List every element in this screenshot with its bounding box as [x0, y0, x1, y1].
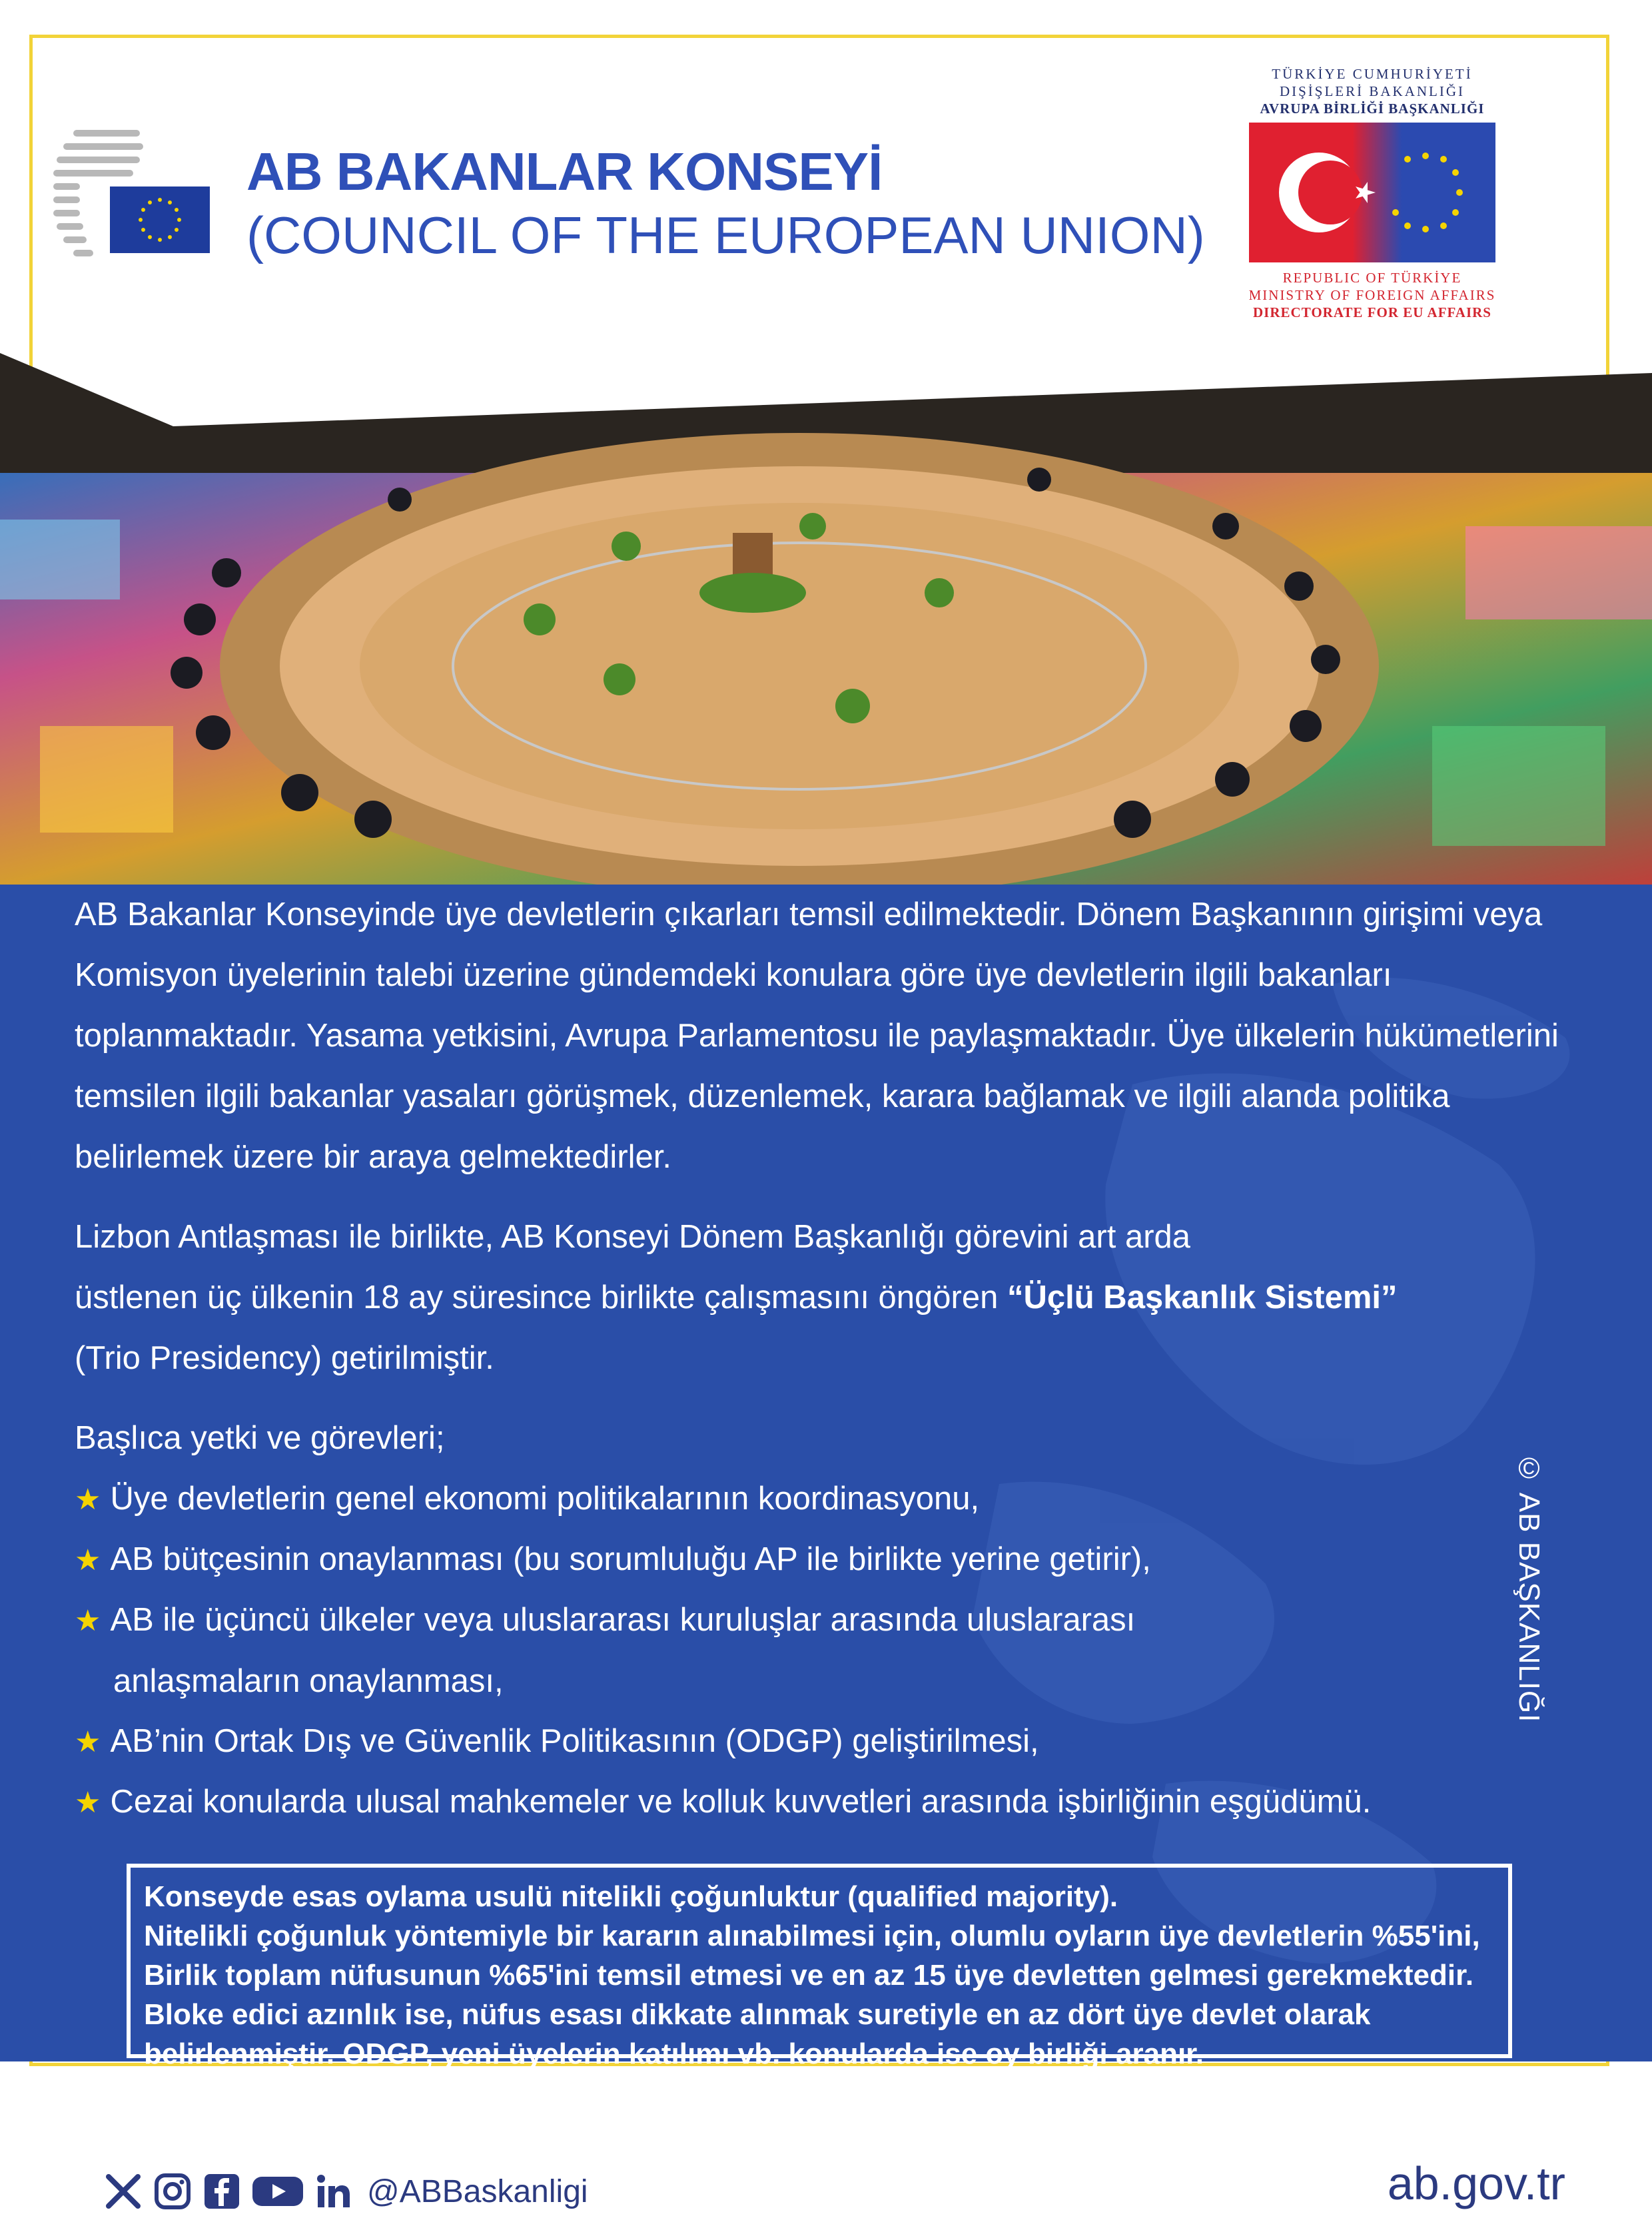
list-item: [75, 1469, 1540, 1530]
council-meeting-photo: [0, 353, 1652, 886]
linkedin-icon[interactable]: [314, 2171, 354, 2211]
star-icon: ★: [75, 1483, 101, 1516]
star-icon: ★: [75, 1605, 101, 1637]
trio-paragraph: [75, 1207, 1593, 1389]
instagram-icon[interactable]: [153, 2171, 193, 2211]
org-en-line: DIRECTORATE FOR EU AFFAIRS: [1253, 304, 1491, 320]
org-en-line: MINISTRY OF FOREIGN AFFAIRS: [1248, 287, 1496, 303]
star-icon: ★: [75, 1786, 101, 1819]
list-item-text: AB ile üçüncü ülkeler veya uluslararası kuruluşlar arasında uluslararası: [110, 1602, 1136, 1638]
turkey-eu-flag-icon: [1249, 123, 1495, 262]
website-link[interactable]: ab.gov.tr: [1387, 2157, 1565, 2209]
page-subtitle: (COUNCIL OF THE EUROPEAN UNION): [246, 206, 1205, 264]
list-item-text: Cezai konularda ulusal mahkemeler ve kolluk kuvvetleri arasında işbirliğinin eşgüdümü.: [110, 1784, 1372, 1820]
facebook-icon[interactable]: [202, 2171, 242, 2211]
list-item-text: anlaşmaların onaylanması,: [113, 1663, 504, 1699]
youtube-icon[interactable]: [251, 2171, 304, 2211]
org-tr-line: AVRUPA BİRLİĞİ BAŞKANLIĞI: [1260, 101, 1485, 117]
council-logo: [53, 127, 213, 273]
social-handle[interactable]: @ABBaskanligi: [367, 2173, 588, 2209]
voting-note-box: [127, 1864, 1512, 2070]
list-item: [75, 1772, 1540, 1833]
list-item: [75, 1711, 1540, 1772]
org-en-line: REPUBLIC OF TÜRKİYE: [1282, 270, 1462, 286]
star-icon: ★: [75, 1544, 101, 1577]
org-tr-line: TÜRKİYE CUMHURİYETİ: [1272, 66, 1473, 82]
page-title: AB BAKANLAR KONSEYİ: [246, 142, 883, 201]
list-item: [75, 1529, 1540, 1591]
trio-text: Lizbon Antlaşması ile birlikte, AB Konseyi Dönem Başkanlığı görevini art arda: [75, 1219, 1191, 1255]
note-text: tur (qualified majority).: [800, 1880, 1118, 1913]
trio-highlight: “Üçlü Başkanlık Sistemi”: [1007, 1280, 1398, 1315]
photo-credit: © AB BAŞKANLIĞI: [1513, 1452, 1545, 1723]
trio-text: üstlenen üç ülkenin 18 ay süresince birlikte çalışmasını öngören: [75, 1280, 999, 1315]
x-icon[interactable]: [103, 2171, 143, 2211]
mfa-logo: [1239, 65, 1505, 338]
note-text: Konseyde esas oylama usulü: [144, 1880, 562, 1913]
note-highlight: nitelikli çoğunluk: [561, 1880, 801, 1913]
social-bar: [103, 2168, 588, 2215]
list-item-text: AB’nin Ortak Dış ve Güvenlik Politikasının (ODGP) geliştirilmesi,: [110, 1723, 1039, 1759]
trio-text: (Trio Presidency) getirilmiştir.: [75, 1340, 494, 1376]
intro-paragraph: AB Bakanlar Konseyinde üye devletlerin çıkarları temsil edilmektedir. Dönem Başkanının girişimi veya Komisyon üyelerinin talebi üzerine gündemdeki konulara göre üye devletlerin ilgili bakanları toplanmaktadır. Yasama yetkisini, Avrupa Parlamentosu ile paylaşmaktadır. Üye ülkelerin hükümetlerini temsilen ilgili bakanlar yasaları görüşmek, düzenlemek, karara bağlamak ve ilgili alanda politika belirlemek üzere bir araya gelmektedirler.: [75, 897, 1559, 1175]
list-item-text: Üye devletlerin genel ekonomi politikalarının koordinasyonu,: [110, 1481, 980, 1517]
note-text: Nitelikli çoğunluk yöntemiyle bir kararın alınabilmesi için, olumlu oyların üye devletlerin %55'ini, Birlik toplam nüfusunun %65'ini temsil etmesi ve en az 15 üye devletten gelmesi gerekmektedir. Bloke edici azınlık ise, nüfus esası dikkate alınmak suretiyle en az dört üye devlet olarak belirlenmiştir. ODGP, yeni üyelerin katılımı vb. konularda ise oy birliği aranır.: [144, 1920, 1480, 2070]
list-item: [75, 1590, 1540, 1712]
list-intro: Başlıca yetki ve görevleri;: [75, 1420, 445, 1456]
star-icon: ★: [75, 1726, 101, 1758]
org-tr-line: DIŞİŞLERİ BAKANLIĞI: [1279, 83, 1465, 99]
list-item-text: AB bütçesinin onaylanması (bu sorumluluğu AP ile birlikte yerine getirir),: [110, 1541, 1151, 1577]
